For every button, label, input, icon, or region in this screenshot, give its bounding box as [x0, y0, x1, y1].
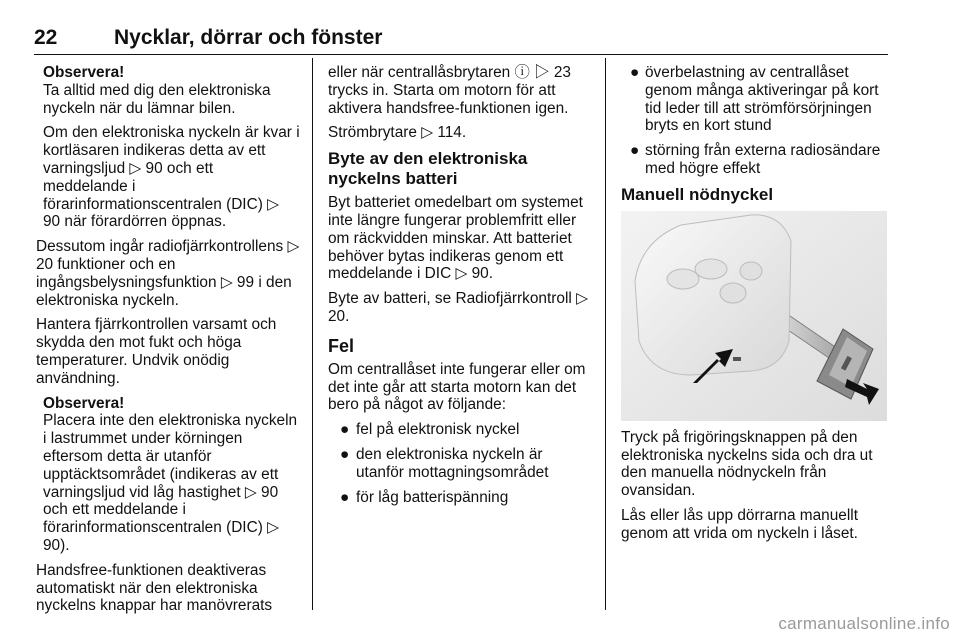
- list-item: ● överbelastning av centrallåset genom många aktiveringar på kort tid leder till att strömförsörjningen bryts en kort stund: [630, 64, 879, 135]
- list-item: ● fel på elektronisk nyckel: [340, 421, 520, 439]
- bullet-icon: ●: [630, 64, 640, 81]
- lock-button-icon: [667, 269, 699, 289]
- column-divider-2: [605, 58, 606, 610]
- key-card-illustration: [621, 211, 887, 421]
- list-item: ● störning från externa radiosändare med högre effekt: [630, 142, 881, 177]
- column-1: [36, 64, 300, 622]
- section-heading-battery: Byte av den elektroniska nyckelns batteri: [328, 149, 528, 189]
- note-text: Placera inte den elektroniska nyckeln i lastrummet under körningen eftersom detta är utanför upptäcktsområdet (indikeras av ett varningsljud vid låg hastighet ▷ 90 och ett meddelande i förarinformationscentralen (DIC) ▷ 90).: [43, 412, 298, 554]
- bullet-list: [328, 421, 591, 506]
- bullet-icon: ●: [340, 421, 350, 439]
- trunk-button-icon: [720, 283, 746, 303]
- note-text: Ta alltid med dig den elektroniska nyckeln när du lämnar bilen.: [43, 81, 271, 117]
- unlock-button-icon: [695, 259, 727, 279]
- paragraph: Strömbrytare ▷ 114.: [328, 124, 467, 142]
- paragraph: Byt batteriet omedelbart om systemet inte längre fungerar problemfritt eller om räckvidden minskar. Att batteriet behöver bytas indikeras genom ett meddelande i DIC ▷ 90.: [328, 194, 583, 283]
- note-box-2: [36, 395, 300, 555]
- bullet-icon: ●: [340, 488, 350, 506]
- column-2: [328, 64, 591, 513]
- watermark: carmanualsonline.info: [778, 614, 950, 633]
- bullet-list: [621, 64, 889, 178]
- paragraph: Lås eller lås upp dörrarna manuellt genom att vrida om nyckeln i låset.: [621, 506, 858, 542]
- light-button-icon: [740, 262, 762, 280]
- note-box-1: [36, 64, 300, 231]
- note-heading: Observera!: [43, 64, 125, 81]
- paragraph: eller när centrallåsbrytaren ⓘ ▷ 23 trycks in. Starta om motorn för att aktivera handsfree-funktionen igen.: [328, 64, 571, 117]
- release-button-icon: [733, 357, 741, 361]
- key-card-svg: [621, 211, 887, 421]
- paragraph: Hantera fjärrkontrollen varsamt och skydda den mot fukt och höga temperaturer. Undvik onödig användning.: [36, 316, 277, 387]
- page-header: [34, 24, 888, 55]
- bullet-icon: ●: [340, 445, 350, 463]
- paragraph: Handsfree-funktionen deaktiveras automatiskt när den elektroniska nyckelns knappar har manövrerats: [36, 561, 273, 615]
- paragraph: Byte av batteri, se Radiofjärrkontroll ▷ 20.: [328, 290, 588, 325]
- page-title: Nycklar, dörrar och fönster: [114, 26, 383, 49]
- section-heading-fel: Fel: [328, 335, 355, 356]
- key-card-body: [635, 215, 791, 375]
- section-heading-manual-key: Manuell nödnyckel: [621, 184, 774, 204]
- paragraph: Dessutom ingår radiofjärrkontrollens ▷ 20 funktioner och en ingångsbelysningsfunktion ▷ 99 i den elektroniska nyckeln.: [36, 238, 300, 309]
- column-divider-1: [312, 58, 313, 610]
- paragraph: Tryck på frigöringsknappen på den elektroniska nyckelns sida och dra ut den manuella nödnyckeln från ovansidan.: [621, 428, 873, 500]
- paragraph: Om centrallåset inte fungerar eller om det inte går att starta motorn kan det bero på något av följande:: [328, 360, 586, 414]
- note-text: Om den elektroniska nyckeln är kvar i kortläsaren indikeras detta av ett varningsljud ▷ 90 och ett meddelande i förarinformationscentralen (DIC) ▷ 90 när förardörren öppnas.: [43, 124, 300, 231]
- column-3: [621, 64, 889, 550]
- list-item: ● för låg batterispänning: [340, 488, 509, 506]
- list-item: ● den elektroniska nyckeln är utanför mottagningsområdet: [340, 445, 549, 481]
- page-number: 22: [34, 26, 58, 49]
- bullet-icon: ●: [630, 142, 640, 160]
- note-heading: Observera!: [43, 394, 125, 412]
